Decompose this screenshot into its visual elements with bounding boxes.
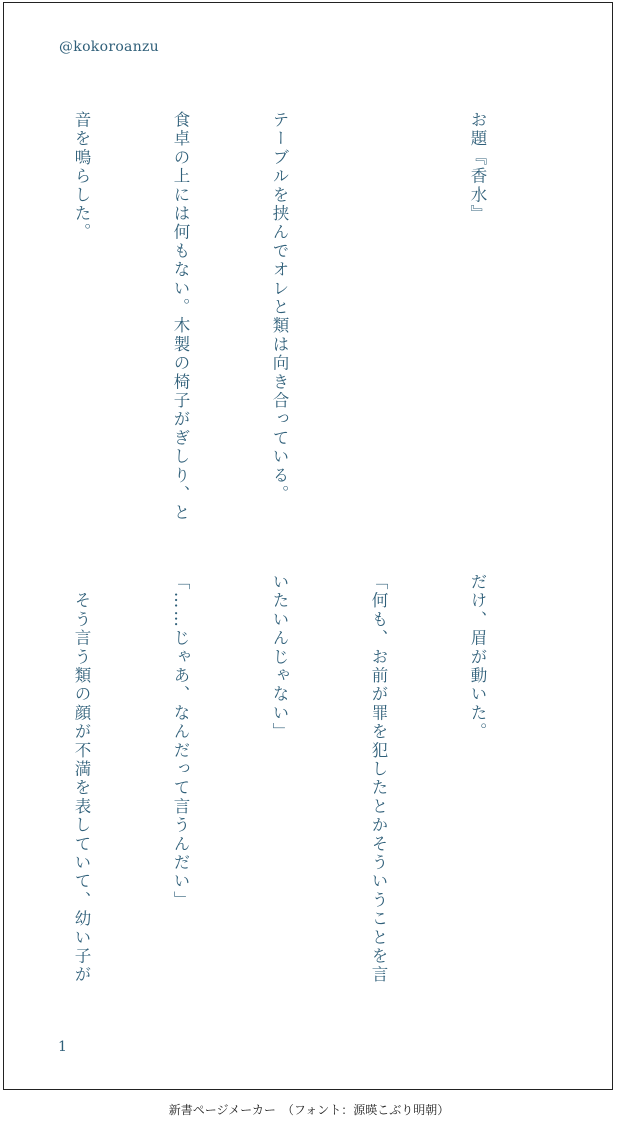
author-handle: @kokoroanzu — [59, 39, 160, 55]
text-line: 音を鳴らした。 — [72, 111, 91, 242]
text-line: そう言う類の顔が不満を表していて、幼い子が — [72, 573, 91, 985]
upper-text-column — [0, 111, 560, 541]
text-line: 食卓の上には何もない。木製の椅子がぎしり、と — [171, 111, 190, 523]
lower-text-column — [0, 573, 560, 1003]
text-line: お題『香水』 — [468, 111, 487, 224]
text-line — [362, 111, 395, 541]
footer-caption: 新書ページメーカー （フォント：源暎こぶり明朝） — [168, 1103, 450, 1117]
novel-page — [3, 2, 613, 1090]
text-line: テーブルを挟んでオレと類は向き合っている。 — [270, 111, 289, 504]
text-line: いたいんじゃない」 — [270, 573, 289, 742]
text-line: 「……じゃあ、なんだって言うんだい」 — [171, 573, 190, 910]
text-line: 「何も、お前が罪を犯したとかそういうことを言 — [369, 573, 388, 985]
text-line: だけ、眉が動いた。 — [468, 573, 487, 742]
page-number: 1 — [58, 1039, 67, 1055]
